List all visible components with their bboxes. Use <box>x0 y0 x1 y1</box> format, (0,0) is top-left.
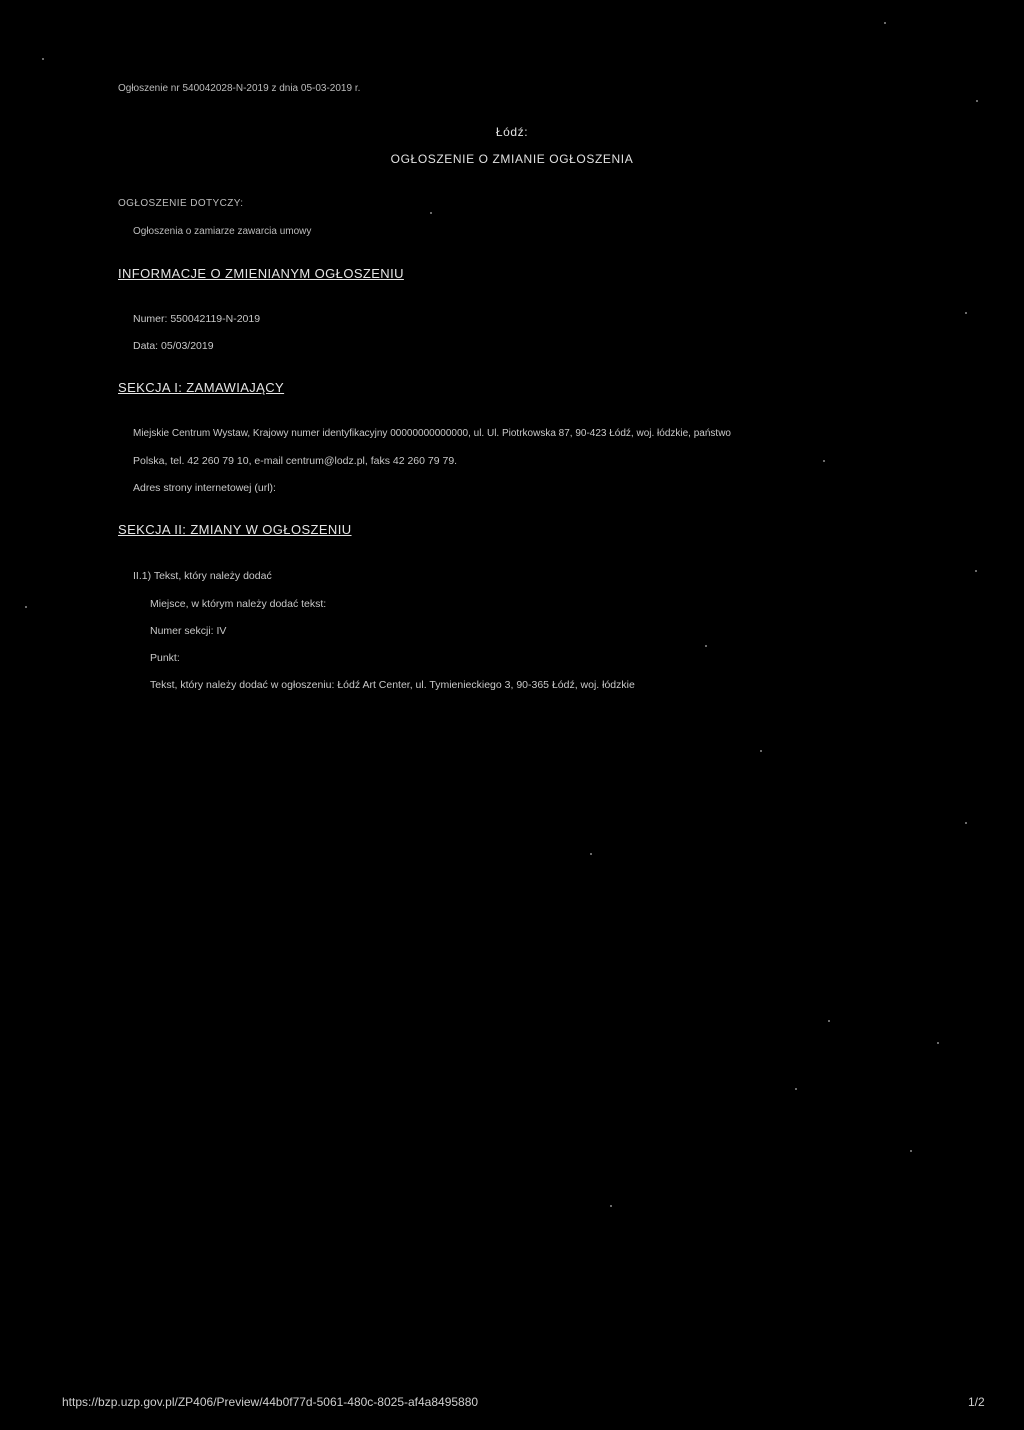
scan-speck <box>976 100 978 102</box>
scan-speck <box>610 1205 612 1207</box>
section-2-subheading: II.1) Tekst, który należy dodać <box>133 570 272 582</box>
scan-speck <box>823 460 825 462</box>
info-data: Data: 05/03/2019 <box>133 340 214 352</box>
concerns-label: OGŁOSZENIE DOTYCZY: <box>118 198 244 209</box>
footer-url: https://bzp.uzp.gov.pl/ZP406/Preview/44b0f77d-5061-480c-8025-af4a8495880 <box>62 1395 479 1409</box>
scan-speck <box>965 822 967 824</box>
scan-speck <box>884 22 886 24</box>
scan-speck <box>42 58 44 60</box>
insert-location-label: Miejsce, w którym należy dodać tekst: <box>150 598 327 610</box>
info-section-heading: INFORMACJE O ZMIENIANYM OGŁOSZENIU <box>118 266 404 281</box>
section-2-heading: SEKCJA II: ZMIANY W OGŁOSZENIU <box>118 522 352 537</box>
point-label: Punkt: <box>150 652 180 664</box>
page-title: OGŁOSZENIE O ZMIANIE OGŁOSZENIA <box>390 152 634 166</box>
section-number: Numer sekcji: IV <box>150 625 227 637</box>
text-to-add: Tekst, który należy dodać w ogłoszeniu: Łódź Art Center, ul. Tymienieckiego 3, 90-365 Łódź, woj. łódzkie <box>150 679 635 691</box>
scan-speck <box>25 606 27 608</box>
scan-speck <box>795 1088 797 1090</box>
city-heading: Łódź: <box>495 125 529 139</box>
concerns-value: Ogłoszenia o zamiarze zawarcia umowy <box>133 226 312 237</box>
scan-speck <box>828 1020 830 1022</box>
page-number: 1/2 <box>968 1395 985 1409</box>
scan-speck <box>590 853 592 855</box>
scan-speck <box>430 212 432 214</box>
notice-number-line: Ogłoszenie nr 540042028-N-2019 z dnia 05-03-2019 r. <box>118 83 361 94</box>
contracting-authority-line-2: Polska, tel. 42 260 79 10, e-mail centrum@lodz.pl, faks 42 260 79 79. <box>133 455 458 467</box>
scan-speck <box>965 312 967 314</box>
info-numer: Numer: 550042119-N-2019 <box>133 313 261 325</box>
section-1-heading: SEKCJA I: ZAMAWIAJĄCY <box>118 380 285 395</box>
scan-speck <box>705 645 707 647</box>
scan-speck <box>760 750 762 752</box>
scan-speck <box>910 1150 912 1152</box>
contracting-authority-line-1: Miejskie Centrum Wystaw, Krajowy numer identyfikacyjny 00000000000000, ul. Ul. Piotrkowska 87, 90-423 Łódź, woj. łódzkie, państwo <box>133 428 731 439</box>
scan-speck <box>975 570 977 572</box>
website-url-label: Adres strony internetowej (url): <box>133 482 276 494</box>
scan-speck <box>937 1042 939 1044</box>
